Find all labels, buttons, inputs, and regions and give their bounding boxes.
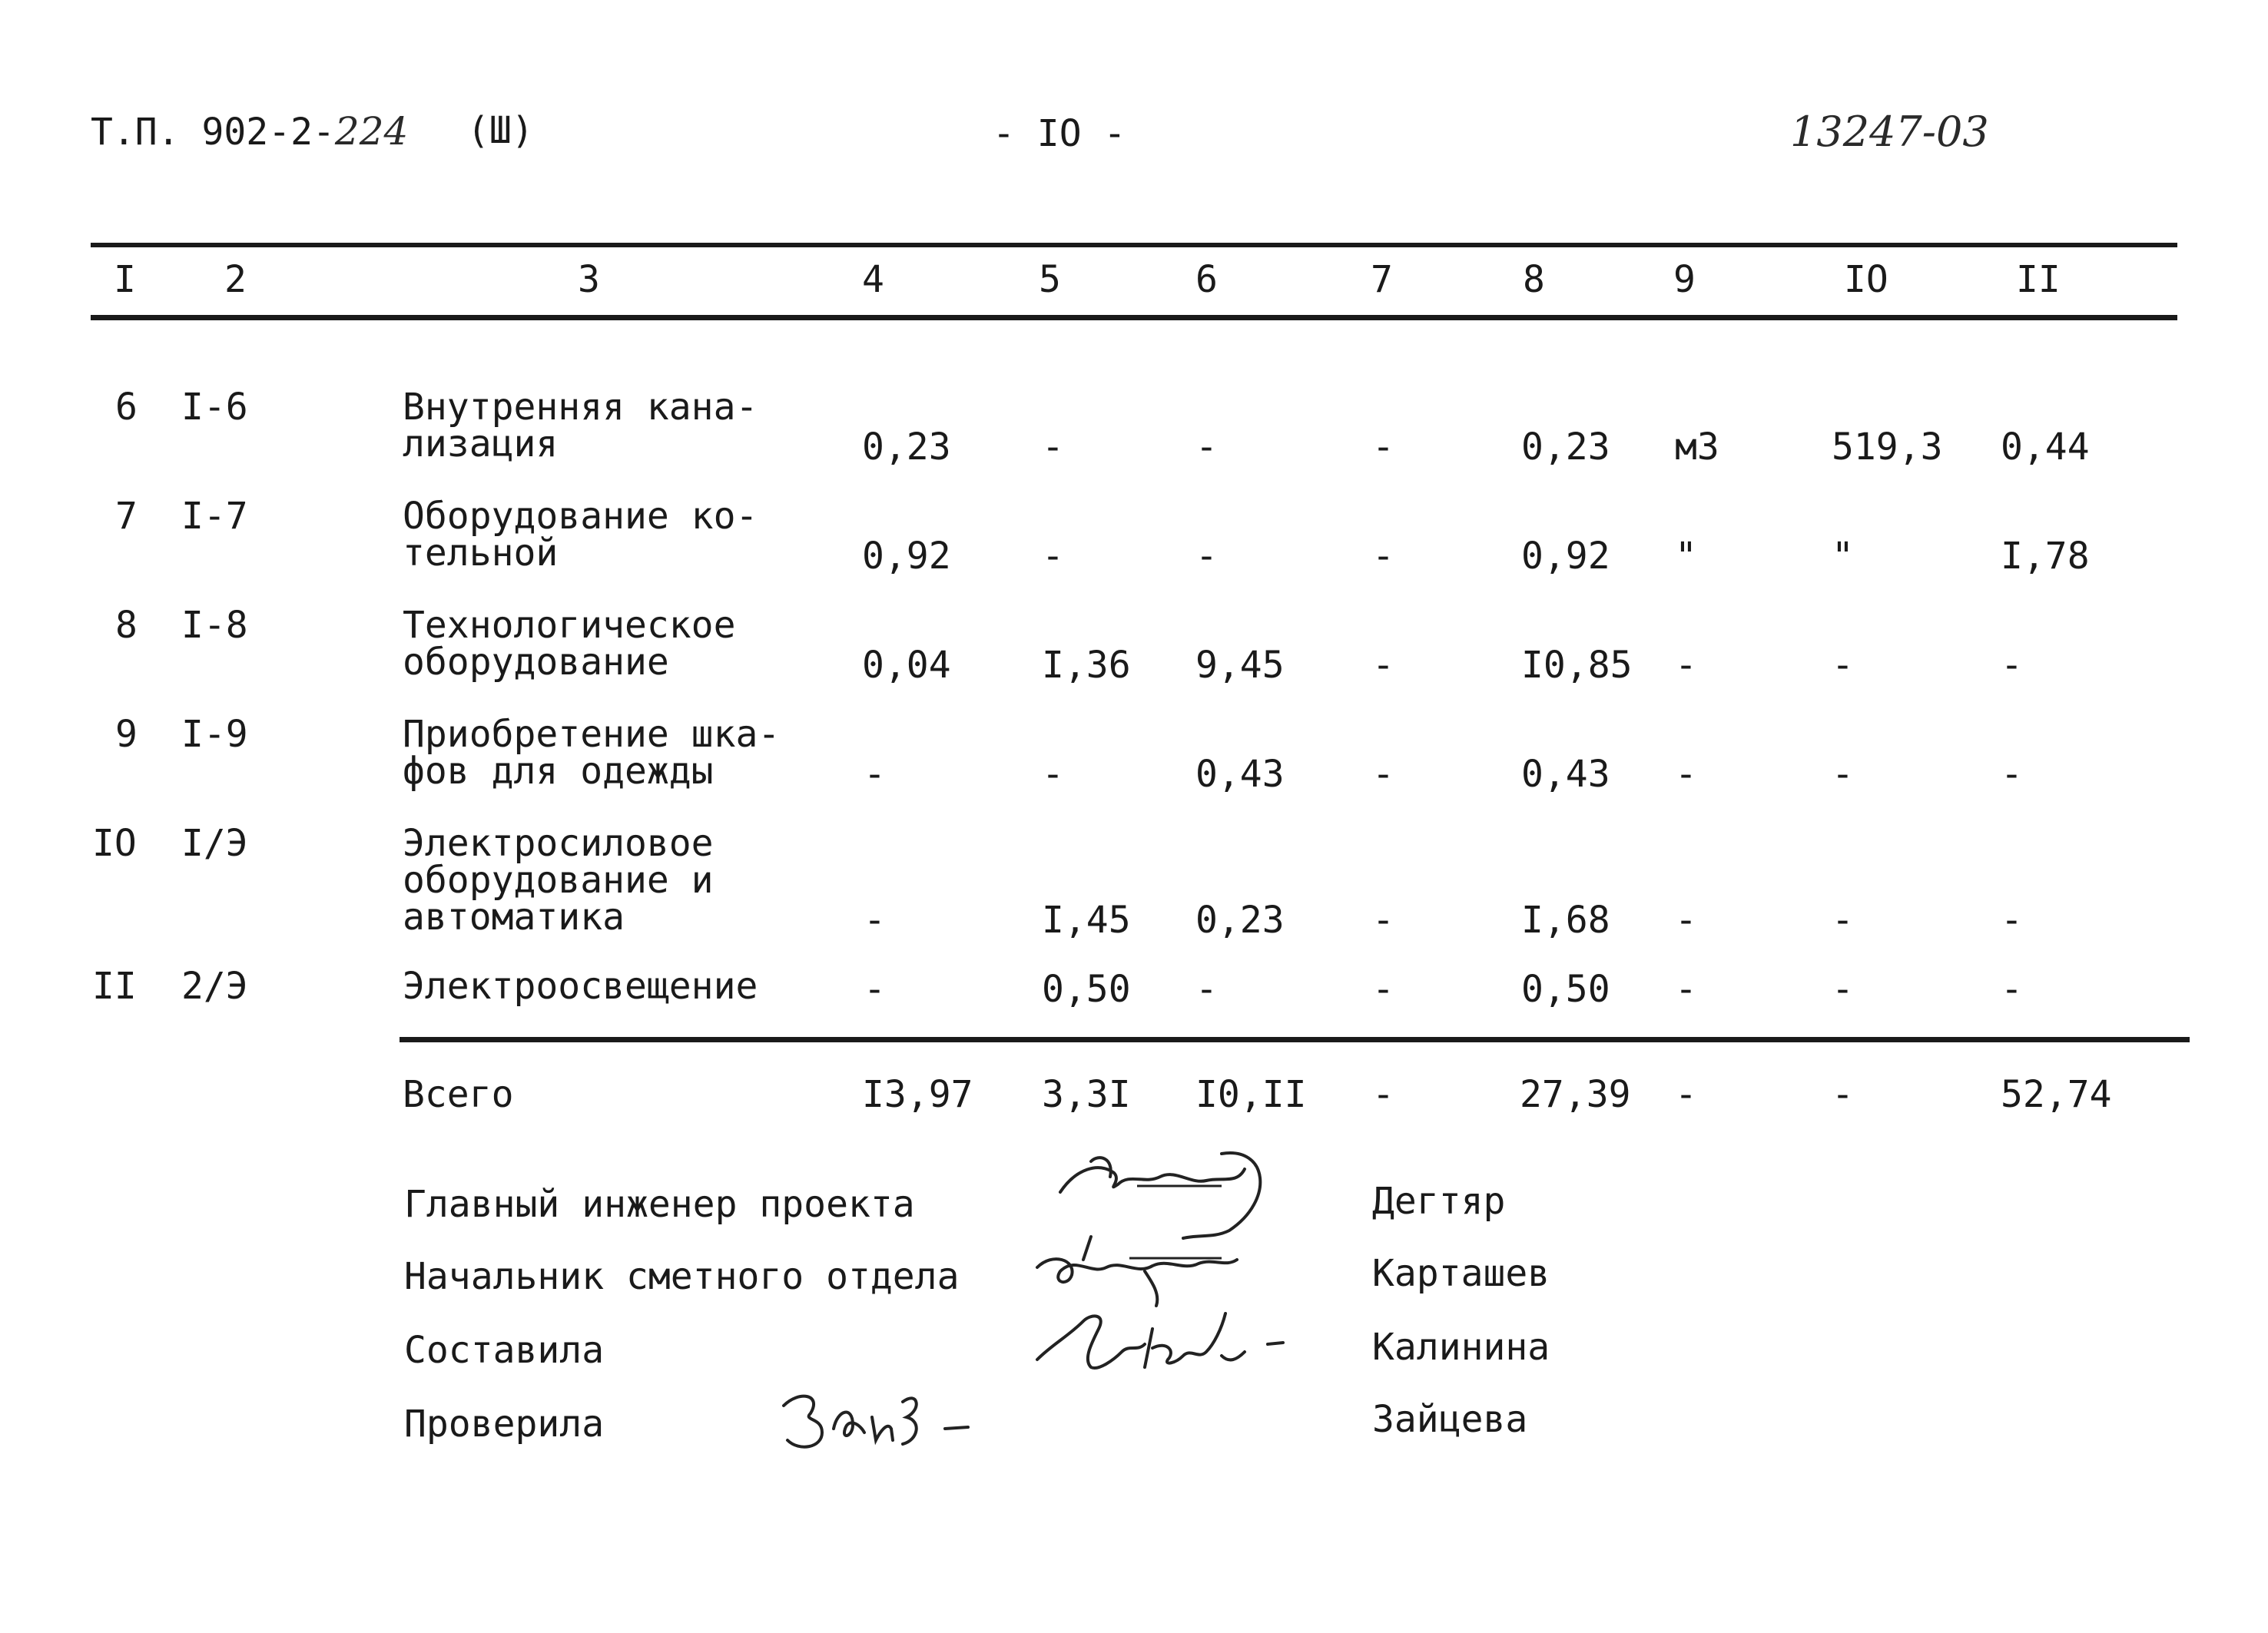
total-col-4: I3,97	[862, 1073, 973, 1116]
column-header-3: 3	[578, 258, 600, 301]
signature-name-checked: Зайцева	[1372, 1398, 1528, 1441]
column-header-6: 6	[1195, 258, 1218, 301]
table-top-rule	[91, 243, 2177, 247]
row-2-col-8: 0,92	[1521, 535, 1610, 578]
row-5-col-9: -	[1675, 899, 1697, 942]
row-1-col-4: 0,23	[862, 426, 951, 469]
handwritten-signature-checked	[768, 1375, 991, 1467]
row-5-col-10: -	[1832, 899, 1854, 942]
row-6-col-4: -	[864, 968, 886, 1011]
row-2-col-5: -	[1042, 535, 1064, 578]
row-3-col-8: I0,85	[1521, 644, 1633, 687]
column-header-7: 7	[1371, 258, 1393, 301]
total-col-7: -	[1372, 1073, 1394, 1116]
row-4-col-7: -	[1372, 753, 1394, 796]
row-1-col-9: м3	[1675, 426, 1719, 469]
row-6-col-8: 0,50	[1521, 968, 1610, 1011]
row-6-col-7: -	[1372, 968, 1394, 1011]
total-col-8: 27,39	[1520, 1073, 1631, 1116]
row-5-col-8: I,68	[1521, 899, 1610, 942]
row-3-col-3: Технологическое оборудование	[403, 604, 736, 684]
row-6-col-6: -	[1195, 968, 1218, 1011]
signature-role-chief-engineer: Главный инженер проекта	[404, 1183, 915, 1226]
row-4-col-2: I-9	[181, 713, 248, 756]
row-3-col-11: -	[2001, 644, 2023, 687]
row-6-col-5: 0,50	[1042, 968, 1131, 1011]
row-4-col-1: 9	[115, 713, 138, 756]
handwritten-signature-compiled	[1022, 1298, 1329, 1390]
row-2-col-1: 7	[115, 495, 138, 538]
row-1-col-3: Внутренняя кана- лизация	[403, 386, 758, 465]
column-header-2: 2	[224, 258, 247, 301]
column-header-5: 5	[1039, 258, 1061, 301]
row-1-col-6: -	[1195, 426, 1218, 469]
column-header-1: I	[114, 258, 136, 301]
row-2-col-4: 0,92	[862, 535, 951, 578]
row-6-col-10: -	[1832, 968, 1854, 1011]
signature-name-estimate-head: Карташев	[1372, 1252, 1550, 1295]
row-5-col-2: I/Э	[181, 822, 248, 865]
row-2-col-3: Оборудование ко- тельной	[403, 495, 758, 575]
page-number: - IO -	[993, 112, 1126, 155]
column-header-10: IO	[1844, 258, 1888, 301]
total-col-5: 3,3I	[1042, 1073, 1131, 1116]
archive-number: 13247-03	[1790, 108, 1989, 156]
row-3-col-1: 8	[115, 604, 138, 647]
row-1-col-7: -	[1372, 426, 1394, 469]
signature-name-chief-engineer: Дегтяр	[1372, 1180, 1506, 1223]
row-3-col-7: -	[1372, 644, 1394, 687]
row-1-col-10: 519,3	[1832, 426, 1943, 469]
row-3-col-4: 0,04	[862, 644, 951, 687]
row-4-col-3: Приобретение шка- фов для одежды	[403, 713, 781, 793]
column-header-4: 4	[862, 258, 884, 301]
project-code	[91, 109, 409, 154]
row-5-col-6: 0,23	[1195, 899, 1285, 942]
project-code-handwritten: 224	[334, 109, 409, 154]
row-3-col-5: I,36	[1042, 644, 1131, 687]
column-header-11: II	[2016, 258, 2061, 301]
row-1-col-1: 6	[115, 386, 138, 429]
row-2-col-6: -	[1195, 535, 1218, 578]
total-col-6: I0,II	[1195, 1073, 1307, 1116]
row-5-col-5: I,45	[1042, 899, 1131, 942]
row-3-col-6: 9,45	[1195, 644, 1285, 687]
row-1-col-11: 0,44	[2001, 426, 2090, 469]
row-2-col-9: "	[1675, 535, 1697, 578]
row-4-col-8: 0,43	[1521, 753, 1610, 796]
row-5-col-11: -	[2001, 899, 2023, 942]
row-1-col-5: -	[1042, 426, 1064, 469]
project-code-prefix: Т.П. 902-2-	[91, 111, 335, 154]
row-2-col-7: -	[1372, 535, 1394, 578]
row-4-col-4: -	[864, 753, 886, 796]
total-col-11: 52,74	[2001, 1073, 2112, 1116]
row-5-col-1: IO	[92, 822, 137, 865]
row-4-col-11: -	[2001, 753, 2023, 796]
row-2-col-10: "	[1832, 535, 1854, 578]
row-1-col-2: I-6	[181, 386, 248, 429]
header-bottom-rule	[91, 315, 2177, 320]
row-1-col-8: 0,23	[1521, 426, 1610, 469]
signature-role-compiled: Составила	[404, 1329, 605, 1372]
row-5-col-4: -	[864, 899, 886, 942]
row-2-col-2: I-7	[181, 495, 248, 538]
row-6-col-1: II	[92, 965, 137, 1008]
column-header-9: 9	[1673, 258, 1696, 301]
total-col-10: -	[1832, 1073, 1854, 1116]
total-rule	[400, 1037, 2190, 1042]
row-5-col-7: -	[1372, 899, 1394, 942]
row-4-col-6: 0,43	[1195, 753, 1285, 796]
signature-role-checked: Проверила	[404, 1403, 605, 1446]
row-6-col-2: 2/Э	[181, 965, 248, 1008]
total-label: Всего	[403, 1073, 514, 1116]
signature-role-estimate-head: Начальник сметного отдела	[404, 1255, 960, 1298]
row-5-col-3: Электросиловое оборудование и автоматика	[403, 822, 714, 939]
row-4-col-9: -	[1675, 753, 1697, 796]
project-code-suffix: (Ш)	[467, 109, 534, 152]
row-3-col-10: -	[1832, 644, 1854, 687]
row-3-col-9: -	[1675, 644, 1697, 687]
signature-name-compiled: Калинина	[1372, 1326, 1550, 1369]
row-3-col-2: I-8	[181, 604, 248, 647]
column-header-8: 8	[1523, 258, 1545, 301]
row-2-col-11: I,78	[2001, 535, 2090, 578]
row-6-col-9: -	[1675, 968, 1697, 1011]
row-6-col-11: -	[2001, 968, 2023, 1011]
row-4-col-5: -	[1042, 753, 1064, 796]
row-6-col-3: Электроосвещение	[403, 965, 758, 1008]
row-4-col-10: -	[1832, 753, 1854, 796]
total-col-9: -	[1675, 1073, 1697, 1116]
